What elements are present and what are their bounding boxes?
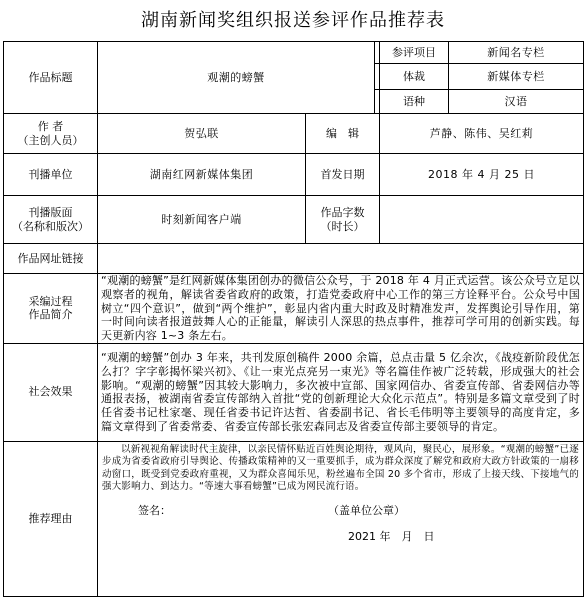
edition-label-line2: （名称和版次） [12, 219, 89, 233]
recommendation-form-table [3, 41, 584, 597]
genre-label: 体裁 [380, 64, 449, 89]
work-title-value: 观潮的螃蟹 [207, 70, 265, 84]
genre-pair [380, 64, 584, 90]
award-item-value: 新闻名专栏 [487, 45, 545, 59]
author-value: 贺弘联 [98, 114, 306, 154]
effect-label: 社会效果 [4, 343, 98, 441]
word-count-value [380, 196, 584, 244]
genre-value: 新媒体专栏 [487, 69, 545, 83]
word-count-label-cell [306, 196, 380, 244]
word-count-label-line1: 作品字数 [320, 205, 365, 219]
link-label: 作品网址链接 [4, 244, 98, 274]
work-title-value-cell [98, 42, 375, 114]
reason-label: 推荐理由 [4, 441, 98, 596]
first-date-label: 首发日期 [306, 154, 380, 196]
author-label-cell [4, 114, 98, 154]
work-title-label: 作品标题 [28, 70, 73, 84]
stamp-label: （盖单位公章） [328, 503, 405, 517]
award-item-label: 参评项目 [380, 42, 449, 63]
signature-block [98, 496, 583, 556]
language-pair [380, 90, 584, 114]
reason-cell [98, 441, 584, 596]
language-label: 语种 [380, 90, 449, 113]
sign-date: 2021 年 月 日 [348, 529, 435, 543]
document-title: 湖南新闻奖组织报送参评作品推荐表 [141, 10, 445, 31]
edition-value: 时刻新闻客户端 [98, 196, 306, 244]
intro-label-line1: 采编过程 [28, 294, 73, 308]
language-value: 汉语 [504, 94, 528, 108]
first-date-value: 2018 年 4 月 25 日 [380, 154, 584, 196]
word-count-label-line2: （时长） [320, 219, 365, 233]
editor-value: 芦静、陈伟、吴红莉 [380, 114, 584, 154]
intro-text: “观潮的螃蟹”是红网新媒体集团创办的微信公众号，于 2018 年 4 月正式运营。该公众号立足以观察者的视角，解读省委省政府的政策，打造党委政府中心工作的第三方诠释平台。公众号中国树立“四个意识”，做到“两个维护”，彰显内省内重大时政及时精准发声，发挥舆论引导作用，第一时间向读者报道鼓舞人心的正能量，解读引人深思的热点事件，推荐可学可用的创新实践。每天更新内容 1~3 条左右。 [98, 274, 584, 344]
editor-label: 编 辑 [306, 114, 380, 154]
award-item-pair [380, 42, 584, 64]
reason-text: 以新视视角解读时代主旋律，以亲民情怀贴近百姓舆论期待，观风向，聚民心，展形象。“观潮的螃蟹”已逐步成为省委省政府引导舆论、传播政策精神的又一重要抓手，成为群众深度了解党和政府大政方针政策的一扇移动窗口，既受到党委政府重视，又为群众喜闻乐见，粉丝遍布全国 20 多个省市，形成了上接天线、下接地气的强大影响力、到达力。“等速大事看螃蟹”已成为网民流行语。 [102, 443, 579, 493]
effect-text: “观潮的螃蟹”创办 3 年来，共刊发原创稿件 2000 余篇，总点击量 5 亿余次，《战疫新阶段优怎么打？字字彰揭怀梁兴初》、《让一束光点亮另一束光》等名篇佳作被广泛转载，形成强大的社会影响。“观潮的螃蟹”因其较大影响力，多次被中宣部、国家网信办、省委宣传部、省委网信办等通报表扬，被湖南省委宣传部纳入首批“党的创新理论大众化示范点”。特别是多篇文章受到了时任省委书记杜家毫、现任省委书记许达哲、省委副书记、省长毛伟明等主要领导的高度肯定，多篇文章得到了省委常委、省委宣传部长张宏森同志及省委宣传部主要领导的肯定。 [98, 343, 584, 441]
publisher-label: 刊播单位 [4, 154, 98, 196]
intro-label-cell [4, 274, 98, 344]
link-value [98, 244, 584, 274]
work-title-label-cell [4, 42, 98, 114]
publisher-value: 湖南红网新媒体集团 [98, 154, 306, 196]
intro-label-line2: 作品简介 [28, 308, 73, 322]
sign-label: 签名： [138, 503, 171, 517]
author-label-line1: 作 者 [37, 119, 64, 133]
edition-label-line1: 刊播版面 [28, 205, 73, 219]
author-label-line2: （主创人员） [17, 133, 84, 147]
edition-label-cell [4, 196, 98, 244]
